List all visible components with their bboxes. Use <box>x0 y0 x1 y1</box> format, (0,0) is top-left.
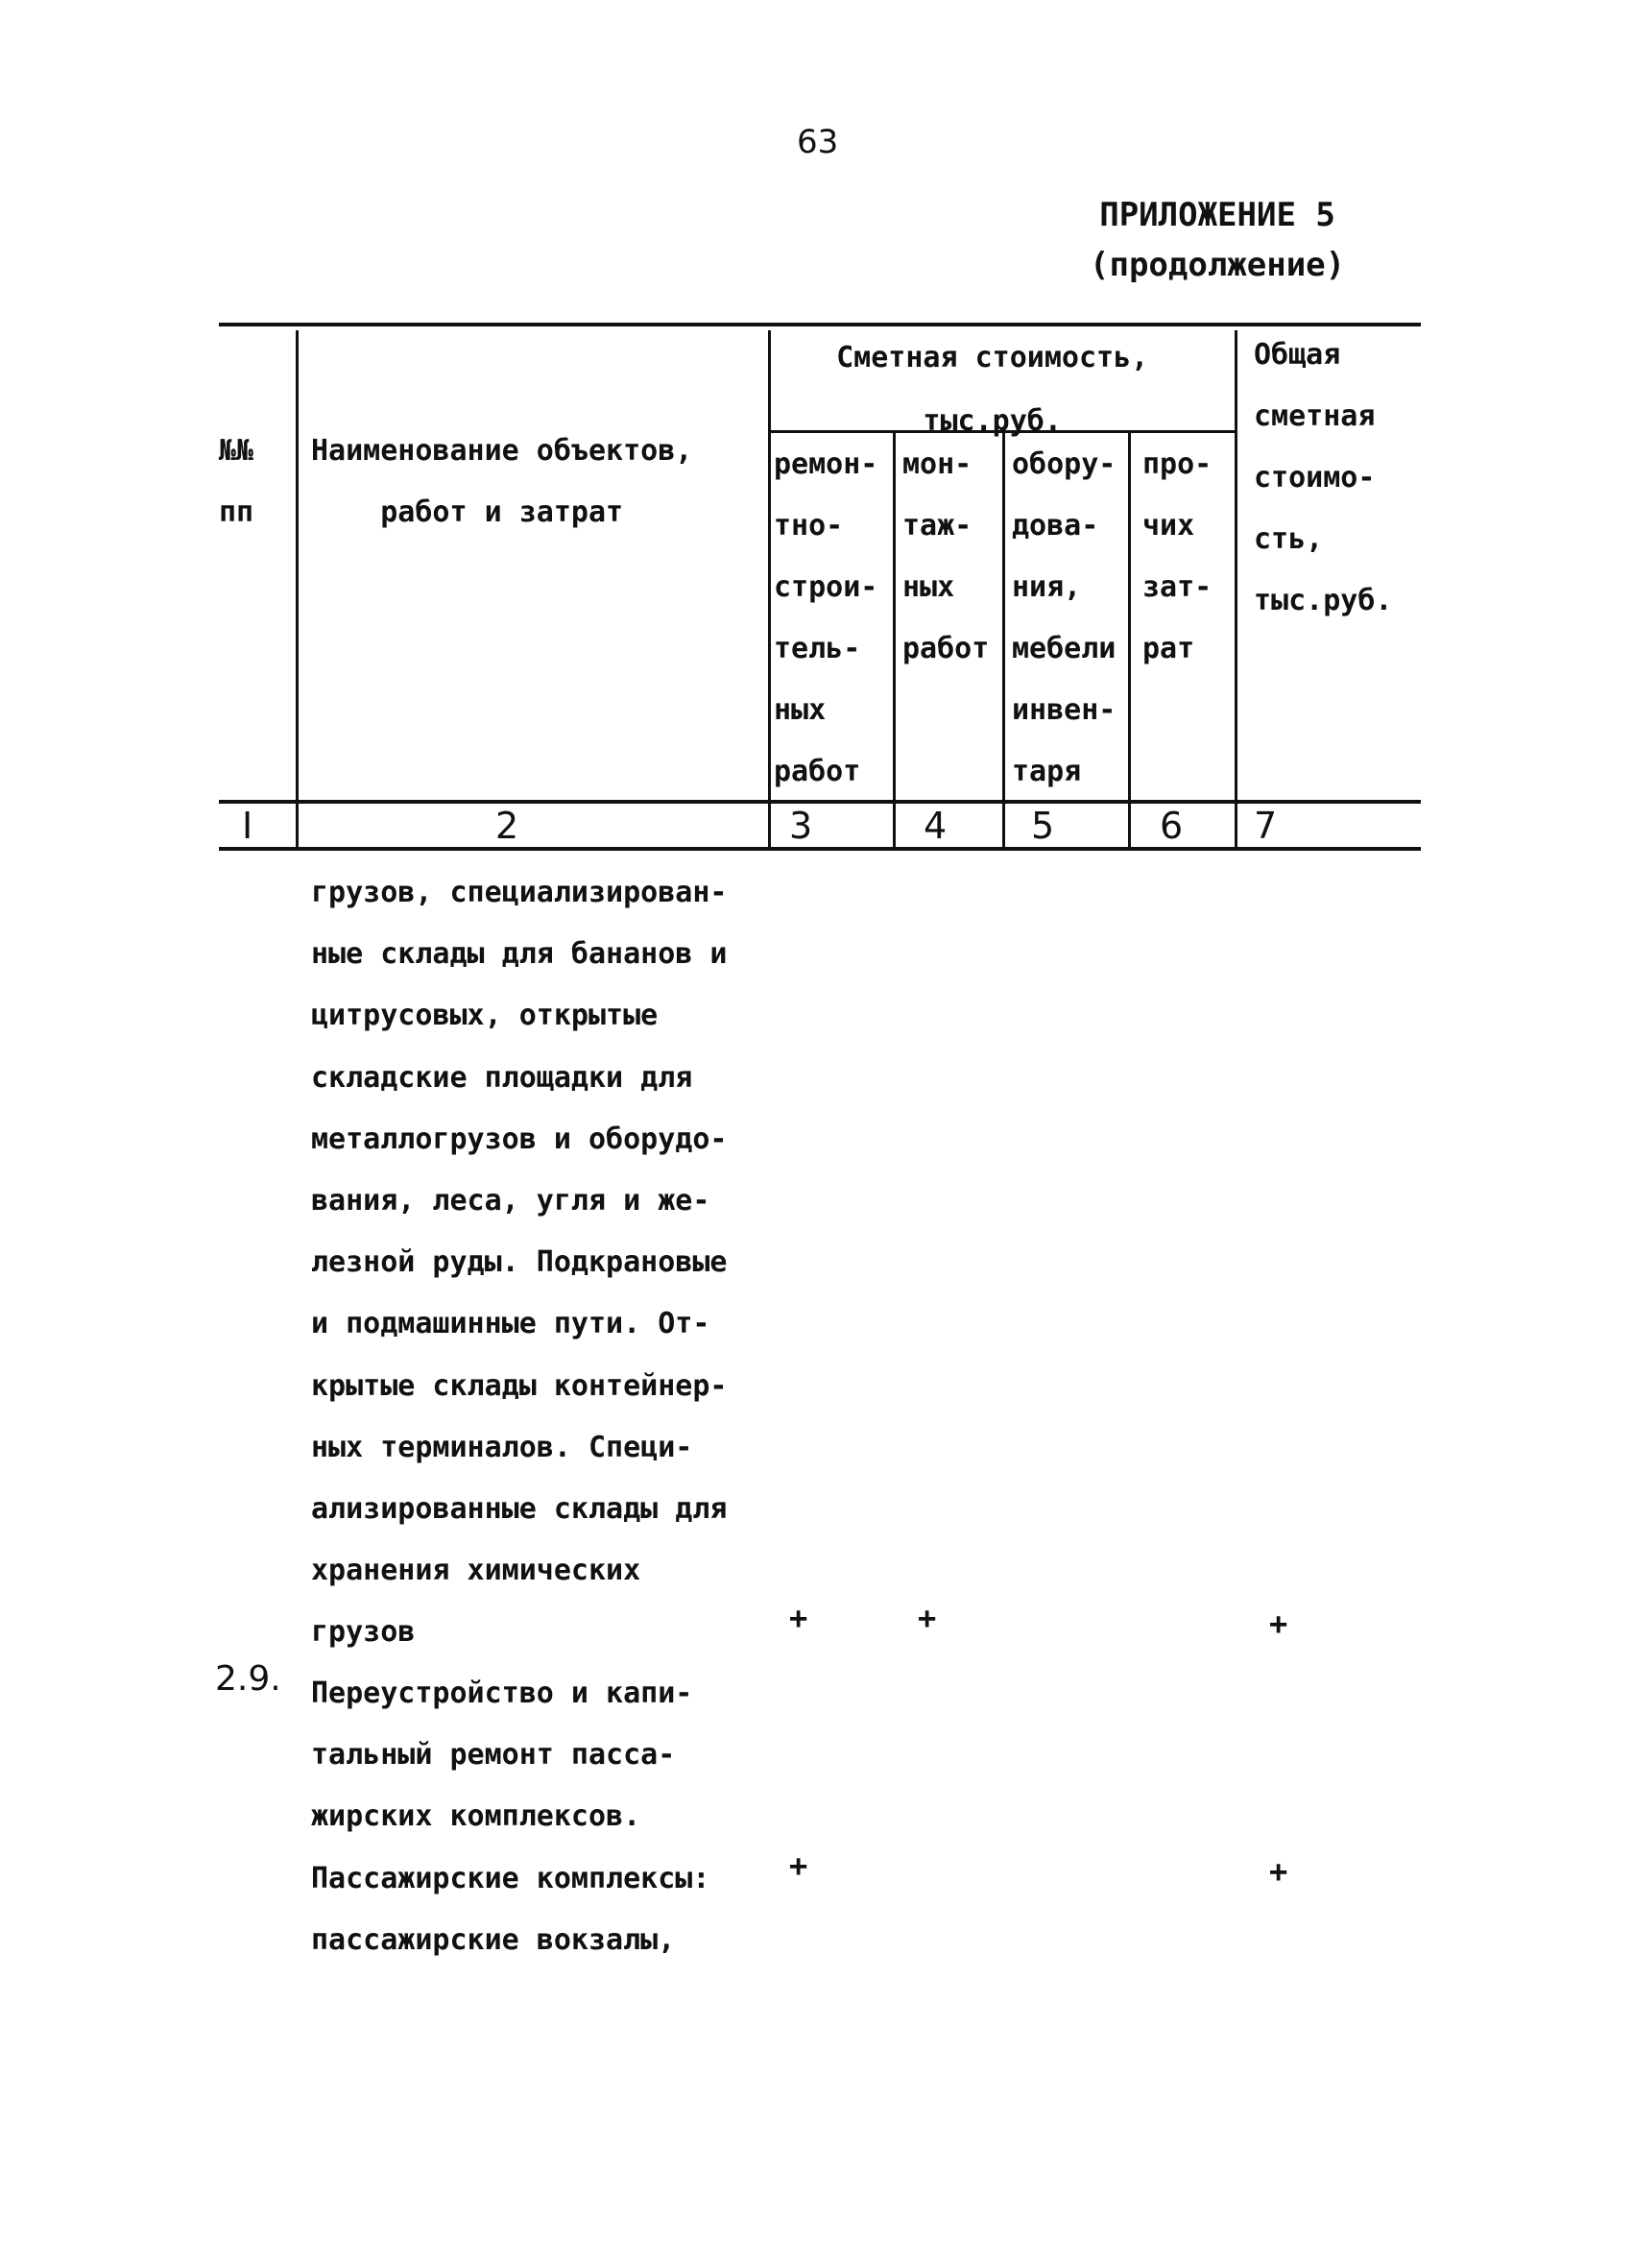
header-col3-construction: ремон- тно- строи- тель- ных работ <box>774 447 878 788</box>
column-number-6: 6 <box>1160 805 1184 847</box>
header-col2-name: Наименование объектов, работ и затрат <box>311 434 693 529</box>
row-text: Переустройство и капи- тальный ремонт пасса- жирских комплексов. Пассажирские комплексы: пассажирские вокзалы, <box>311 1677 710 1957</box>
divider-col5-col6 <box>1128 430 1131 847</box>
appendix-title: ПРИЛОЖЕНИЕ 5 <box>1099 196 1335 234</box>
header-cost-group: Сметная стоимость, тыс.руб. <box>836 341 1149 438</box>
row-mark-col3: + <box>789 1600 808 1636</box>
column-number-4: 4 <box>924 805 948 847</box>
row-number: 2.9. <box>215 1659 281 1699</box>
divider-col1-col2 <box>296 330 299 847</box>
row-mark-col7: + <box>1269 1853 1288 1890</box>
column-number-2: 2 <box>495 805 519 847</box>
column-number-5: 5 <box>1031 805 1055 847</box>
appendix-heading <box>1090 190 1345 290</box>
divider-col3-col4 <box>893 430 896 847</box>
row-mark-col3: + <box>789 1847 808 1884</box>
header-col1-number: №№ пп <box>219 434 254 529</box>
page-number: 63 <box>797 123 839 161</box>
header-col4-installation: мон- таж- ных работ <box>902 447 990 665</box>
divider-col6-col7 <box>1235 330 1237 847</box>
divider-col2-col3 <box>768 330 771 847</box>
appendix-subtitle: (продолжение) <box>1090 246 1346 284</box>
column-number-3: 3 <box>789 805 813 847</box>
column-number-7: 7 <box>1254 805 1278 847</box>
header-col6-other: про- чих зат- рат <box>1142 447 1213 665</box>
row-text: грузов, специализирован- ные склады для бананов и цитрусовых, открытые складские площадки для металлогрузов и оборудо- вания, леса, угля и же- лезной руды. Подкрановые и подмашинные пути. От- крытые склады контейнер- ных терминалов. Специ- ализированные склады для хранения химических грузов <box>311 876 728 1650</box>
row-mark-col4: + <box>918 1600 937 1636</box>
row-mark-col7: + <box>1269 1605 1288 1642</box>
header-col7-total: Общая сметная стоимо- сть, тыс.руб. <box>1254 338 1393 617</box>
column-number-1: I <box>242 805 253 847</box>
column-numbers-rule <box>219 847 1421 851</box>
header-col5-equipment: обору- дова- ния, мебели инвен- таря <box>1012 447 1117 788</box>
divider-col4-col5 <box>1002 430 1005 847</box>
